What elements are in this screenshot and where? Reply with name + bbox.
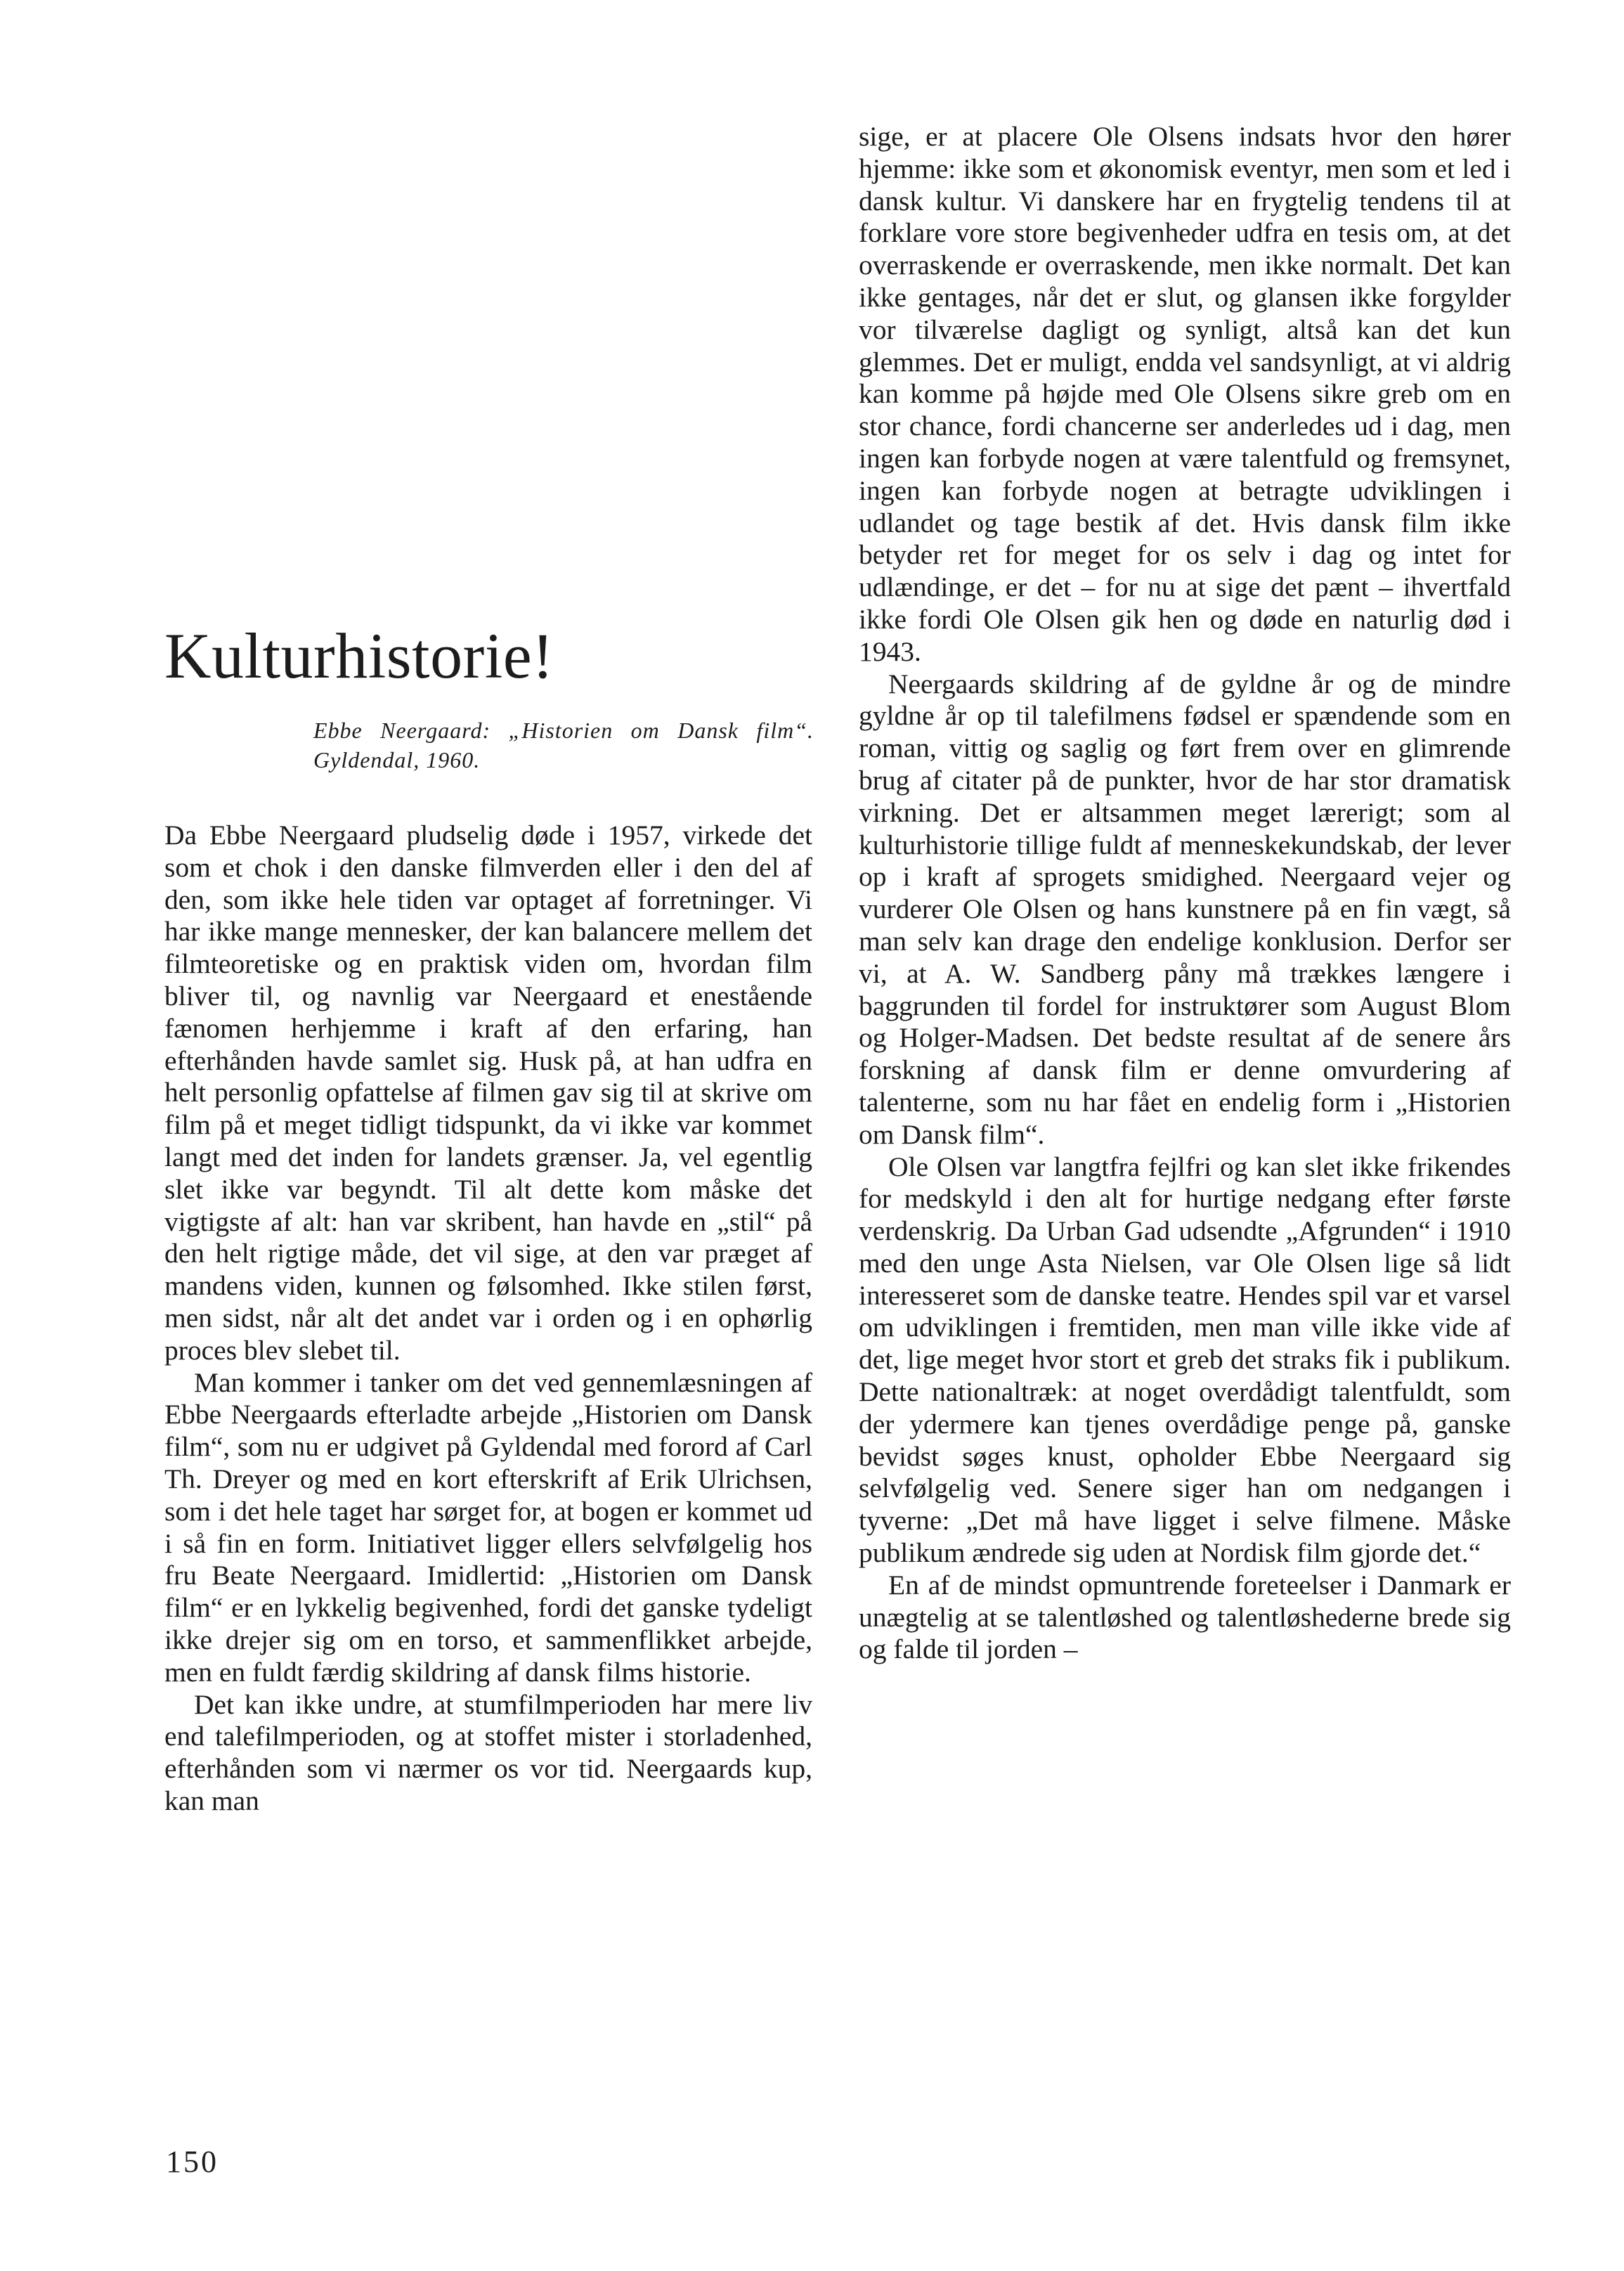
left-column: [164, 820, 812, 1818]
paragraph: Man kommer i tanker om det ved gennemlæsningen af Ebbe Neergaards efterladte arbejde „Historien om Dansk film“, som nu er udgivet på Gyldendal med forord af Carl Th. Dreyer og med en kort efterskrift af Erik Ulrichsen, som i det hele taget har sørget for, at bogen er kommet ud i så fin en form. Initiativet ligger ellers selvfølgelig hos fru Beate Neergaard. Imidlertid: „Historien om Dansk film“ er en lykkelig begivenhed, fordi det ganske tydeligt ikke drejer sig om en torso, et sammenflikket arbejde, men en fuldt færdig skildring af dansk films historie.: [164, 1366, 812, 1688]
paragraph: Neergaards skildring af de gyldne år og de mindre gyldne år op til talefilmens fødsel er spændende som en roman, vittig og saglig og ført frem over en glimrende brug af citater på de punkter, hvor de har stor dramatisk virkning. Det er altsammen meget lærerigt; som al kulturhistorie tillige fuldt af menneskekundskab, der lever op i kraft af sprogets smidighed. Neergaard vejer og vurderer Ole Olsen og hans kunstnere på en fin vægt, så man selv kan drage den endelige konklusion. Derfor ser vi, at A. W. Sandberg påny må trækkes længere i baggrunden til fordel for instruktører som August Blom og Holger-Madsen. Det bedste resultat af de senere års forskning af dansk film er denne omvurdering af talenterne, som nu har fået en endelig form i „Historien om Dansk film“.: [859, 668, 1511, 1150]
page-number: 150: [166, 2144, 219, 2179]
book-reference-byline: Ebbe Neergaard: „Historien om Dansk film“. Gyldendal, 1960.: [313, 718, 814, 772]
paragraph: En af de mindst opmuntrende foreteelser i Danmark er unægtelig at se talentløshed og talentløshederne brede sig og falde til jorden –: [859, 1569, 1511, 1665]
article-heading: Kulturhistorie!: [164, 620, 554, 692]
paragraph: Da Ebbe Neergaard pludselig døde i 1957, virkede det som et chok i den danske filmverden eller i den del af den, som ikke hele tiden var optaget af forretninger. Vi har ikke mange mennesker, der kan balancere mellem det filmteoretiske og en praktisk viden om, hvordan film bliver til, og navnlig var Neergaard et enestående fænomen herhjemme i kraft af den erfaring, han efterhånden havde samlet sig. Husk på, at han udfra en helt personlig opfattelse af filmen gav sig til at skrive om film på et meget tidligt tidspunkt, da vi ikke var kommet langt med det inden for landets grænser. Ja, vel egentlig slet ikke var begyndt. Til alt dette kom måske det vigtigste af alt: han var skribent, han havde en „stil“ på den helt rigtige måde, det vil sige, at den var præget af mandens viden, kunnen og følsomhed. Ikke stilen først, men sidst, når alt det andet var i orden og i en ophørlig proces blev slebet til.: [164, 820, 812, 1366]
right-column: [859, 121, 1511, 1666]
paragraph: Det kan ikke undre, at stumfilmperioden har mere liv end talefilmperioden, og at stoffet mister i storladenhed, efterhånden som vi nærmer os vor tid. Neergaards kup, kan man: [164, 1688, 812, 1816]
paragraph: sige, er at placere Ole Olsens indsats hvor den hører hjemme: ikke som et økonomisk eventyr, men som et led i dansk kultur. Vi danskere har en frygtelig tendens til at forklare vore store begivenheder udfra en tesis om, at det overraskende er overraskende, men ikke normalt. Det kan ikke gentages, når det er slut, og glansen ikke forgylder vor tilværelse dagligt og synligt, altså kan det kun glemmes. Det er muligt, endda vel sandsynligt, at vi aldrig kan komme på højde med Ole Olsens sikre greb om en stor chance, fordi chancerne ser anderledes ud i dag, men ingen kan forbyde nogen at være talentfuld og fremsynet, ingen kan forbyde nogen at betragte udviklingen i udlandet og tage bestik af det. Hvis dansk film ikke betyder ret for meget for os selv i dag og intet for udlændinge, er det – for nu at sige det pænt – ihvertfald ikke fordi Ole Olsen gik hen og døde en naturlig død i 1943.: [859, 121, 1511, 667]
paragraph: Ole Olsen var langtfra fejlfri og kan slet ikke frikendes for medskyld i den alt for hurtige nedgang efter første verdenskrig. Da Urban Gad udsendte „Afgrunden“ i 1910 med den unge Asta Nielsen, var Ole Olsen lige så lidt interesseret som de danske teatre. Hendes spil var et varsel om udviklingen i fremtiden, men man ville ikke vide af det, lige meget hvor stort et greb det straks fik i publikum. Dette nationaltræk: at noget overdådigt talentfuldt, som der ydermere kan tjenes overdådige penge på, ganske bevidst søges knust, opholder Ebbe Neergaard sig selvfølgelig ved. Senere siger han om nedgangen i tyverne: „Det må have ligget i selve filmene. Måske publikum ændrede sig uden at Nordisk film gjorde det.“: [859, 1151, 1511, 1569]
